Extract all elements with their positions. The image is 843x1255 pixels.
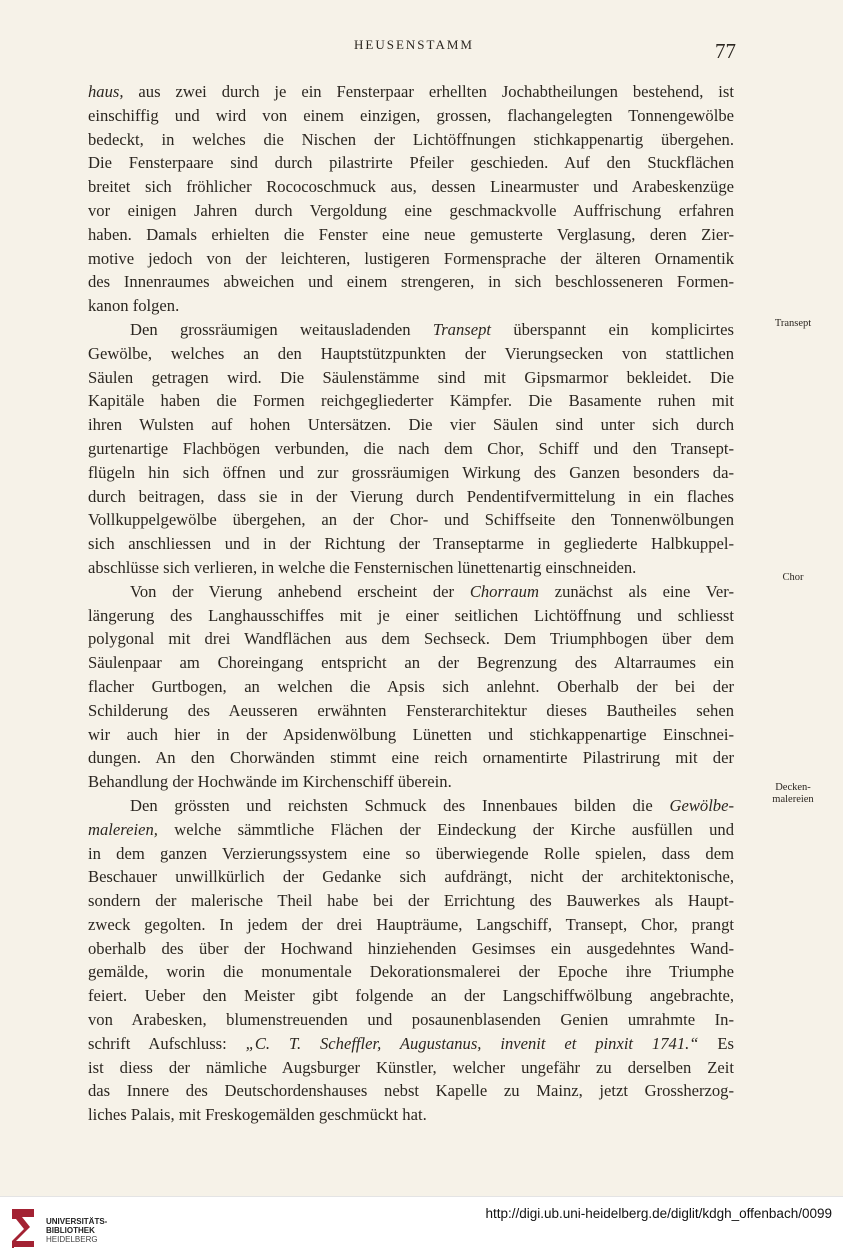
text-line [88, 937, 734, 961]
text-line [88, 865, 734, 889]
text-segment: liches Palais, mit Freskogemälden geschmückt hat. [88, 1105, 427, 1125]
text-line [88, 746, 734, 770]
text-line [88, 461, 734, 485]
text-line [88, 1008, 734, 1032]
source-url-link[interactable]: http://digi.ub.uni-heidelberg.de/diglit/kdgh_offenbach/0099 [485, 1206, 832, 1221]
text-line [88, 723, 734, 747]
text-line [88, 984, 734, 1008]
margin-note-transept: Transept [774, 318, 812, 329]
text-line [88, 842, 734, 866]
text-segment: Es [698, 1033, 734, 1053]
text-line [88, 80, 734, 104]
text-segment: flügeln hin sich öffnen und zur grossräumigen Wirkung des Ganzen besonders da- [88, 462, 734, 482]
text-segment: vor einigen Jahren durch Vergoldung eine geschmackvolle Auffrischung erfahren [88, 200, 734, 220]
text-segment: Schilderung des Aeusseren erwähnten Fensterarchitektur dieses Bautheiles sehen [88, 700, 734, 720]
text-line [88, 794, 734, 818]
emphasized-term: haus, [88, 82, 124, 101]
text-segment: flacher Gurtbogen, an welchen die Apsis sich anlehnt. Oberhalb der bei der [88, 676, 734, 696]
text-segment: ist diess der nämliche Augsburger Künstler, welcher ungefähr zu derselben Zeit [88, 1057, 734, 1077]
text-line [88, 818, 734, 842]
text-segment: Beschauer unwillkürlich der Gedanke sich aufdrängt, nicht der architektonische, [88, 867, 734, 887]
library-logo-text [46, 1217, 107, 1244]
text-line [88, 175, 734, 199]
footer [0, 1196, 843, 1255]
text-segment: aus zwei durch je ein Fensterpaar erhellten Jochabtheilungen bestehend, ist [123, 82, 734, 101]
text-segment: Gewölbe, welches an den Hauptstützpunkten der Vierungsecken von stattlichen [88, 343, 734, 363]
text-segment: zunächst als eine Ver- [538, 581, 734, 601]
page-number: 77 [715, 39, 736, 63]
logo-line-3: HEIDELBERG [46, 1235, 98, 1244]
library-logo-icon [8, 1205, 40, 1251]
text-segment: zweck gegolten. In jedem der drei Haupträume, Langschiff, Transept, Chor, prangt [88, 914, 734, 934]
text-segment: gemälde, worin die monumentale Dekorationsmalerei der Epoche ihre Triumphe [88, 962, 734, 982]
logo-line-1: UNIVERSITÄTS- [46, 1217, 108, 1226]
text-line [88, 128, 734, 152]
text-segment: durch beitragen, dass sie in der Vierung durch Pendentifvermittelung in ein flaches [88, 486, 734, 506]
text-line [88, 151, 734, 175]
text-line [88, 508, 734, 532]
text-segment: Den grossräumigen weitausladenden [130, 319, 433, 339]
text-line [88, 699, 734, 723]
text-segment: Die Fensterpaare sind durch pilastrirte Pfeiler geschieden. Auf den Stuckflächen [88, 153, 734, 173]
text-line [88, 604, 734, 628]
text-segment: sondern der malerische Theil habe bei der Errichtung des Bauwerkes als Haupt- [88, 891, 734, 911]
text-segment: von Arabesken, blumenstreuenden und posaunenblasenden Genien umrahmte In- [88, 1010, 734, 1030]
text-line [88, 318, 734, 342]
text-line [88, 770, 734, 794]
text-line [88, 889, 734, 913]
emphasized-term: malereien, [88, 819, 158, 839]
text-line [88, 1056, 734, 1080]
text-segment: dungen. An den Chorwänden stimmt eine reich ornamentirte Pilastrirung mit der [88, 748, 734, 768]
text-segment: überspannt ein komplicirtes [491, 319, 734, 339]
text-line [88, 556, 734, 580]
text-line [88, 1032, 734, 1056]
text-segment: Säulenpaar am Choreingang entspricht an der Begrenzung des Altarraumes ein [88, 653, 734, 673]
margin-note-chor: Chor [782, 572, 804, 583]
text-segment: in dem ganzen Verzierungssystem eine so überwiegende Rolle spielen, dass dem [88, 843, 734, 863]
text-line [88, 270, 734, 294]
text-segment: feiert. Ueber den Meister gibt folgende an der Langschiffwölbung angebrachte, [88, 986, 734, 1006]
text-line [88, 1079, 734, 1103]
text-segment: Behandlung der Hochwände im Kirchenschiff überein. [88, 772, 452, 792]
text-segment: Säulen getragen wird. Die Säulenstämme sind mit Gipsmarmor bekleidet. Die [88, 367, 734, 387]
text-line [88, 199, 734, 223]
emphasized-term: Chorraum [469, 581, 539, 601]
text-segment: oberhalb des über der Hochwand hinziehenden Gesimses ein ausgedehntes Wand- [88, 938, 734, 958]
text-segment: einschiffig und wird von einem einzigen, grossen, flachangelegten Tonnengewölbe [88, 105, 734, 125]
text-line [88, 366, 734, 390]
text-line [88, 913, 734, 937]
text-line [88, 485, 734, 509]
text-line [88, 960, 734, 984]
margin-note-decken: Decken- [775, 782, 811, 793]
text-segment: des Innenraumes abweichen und einem strengeren, in sich beschlosseneren Formen- [88, 272, 734, 292]
text-line [88, 1103, 734, 1127]
text-segment: das Innere des Deutschordenshauses nebst Kapelle zu Mainz, jetzt Grossherzog- [88, 1081, 734, 1101]
text-segment: wir auch hier in der Apsidenwölbung Lünetten und stichkappenartige Einschnei- [88, 724, 734, 744]
text-line [88, 223, 734, 247]
emphasized-term: Gewölbe- [669, 795, 734, 815]
text-line [88, 437, 734, 461]
logo-line-2: BIBLIOTHEK [46, 1226, 95, 1235]
emphasized-term: Transept [432, 319, 491, 339]
text-line [88, 651, 734, 675]
text-segment: abschlüsse sich verlieren, in welche die Fensternischen lünettenartig einschneiden. [88, 557, 637, 577]
text-segment: Vollkuppelgewölbe übergehen, an der Chor- und Schiffseite den Tonnenwölbungen [88, 510, 734, 530]
text-line [88, 247, 734, 271]
text-line [88, 627, 734, 651]
text-segment: Kapitäle haben die Formen reichgegliederter Kämpfer. Die Basamente ruhen mit [88, 391, 734, 411]
text-line [88, 675, 734, 699]
margin-note-malereien: malereien [772, 794, 814, 805]
text-segment: bedeckt, in welches die Nischen der Lichtöffnungen stichkappenartig übergehen. [88, 129, 734, 149]
library-logo[interactable] [8, 1205, 128, 1251]
text-segment: kanon folgen. [88, 296, 180, 316]
text-line [88, 532, 734, 556]
text-segment: motive jedoch von der leichteren, lustigeren Formensprache der älteren Ornamentik [88, 248, 734, 268]
text-segment: welche sämmtliche Flächen der Eindeckung der Kirche ausfüllen und [157, 819, 734, 839]
text-segment: polygonal mit drei Wandflächen aus dem Sechseck. Dem Triumphbogen über dem [88, 629, 734, 649]
text-segment: ihren Wulsten auf hohen Untersätzen. Die vier Säulen sind unter sich durch [88, 415, 734, 435]
emphasized-term: „C. T. Scheffler, Augustanus, invenit et pinxit 1741.“ [245, 1033, 699, 1053]
text-line [88, 389, 734, 413]
text-segment: breitet sich fröhlicher Rococoschmuck aus, dessen Linearmuster und Arabeskenzüge [88, 177, 734, 197]
text-segment: Von der Vierung anhebend erscheint der [130, 581, 470, 601]
text-line [88, 342, 734, 366]
body-text [88, 80, 734, 1127]
text-segment: gurtenartige Flachbögen verbunden, die nach dem Chor, Schiff und den Transept- [88, 438, 734, 458]
text-line [88, 413, 734, 437]
text-segment: längerung des Langhausschiffes mit je einer seitlichen Lichtöffnung und schliesst [88, 605, 734, 625]
text-segment: Den grössten und reichsten Schmuck des Innenbaues bilden die [130, 795, 670, 815]
text-line [88, 294, 734, 318]
running-title: HEUSENSTAMM [354, 37, 474, 52]
page-header [88, 33, 740, 63]
text-segment: sich anschliessen und in der Richtung der Transeptarme in gegliederte Halbkuppel- [88, 534, 734, 554]
text-line [88, 580, 734, 604]
text-line [88, 104, 734, 128]
text-segment: schrift Aufschluss: [88, 1033, 246, 1053]
text-segment: haben. Damals erhielten die Fenster eine neue gemusterte Verglasung, deren Zier- [88, 224, 734, 244]
